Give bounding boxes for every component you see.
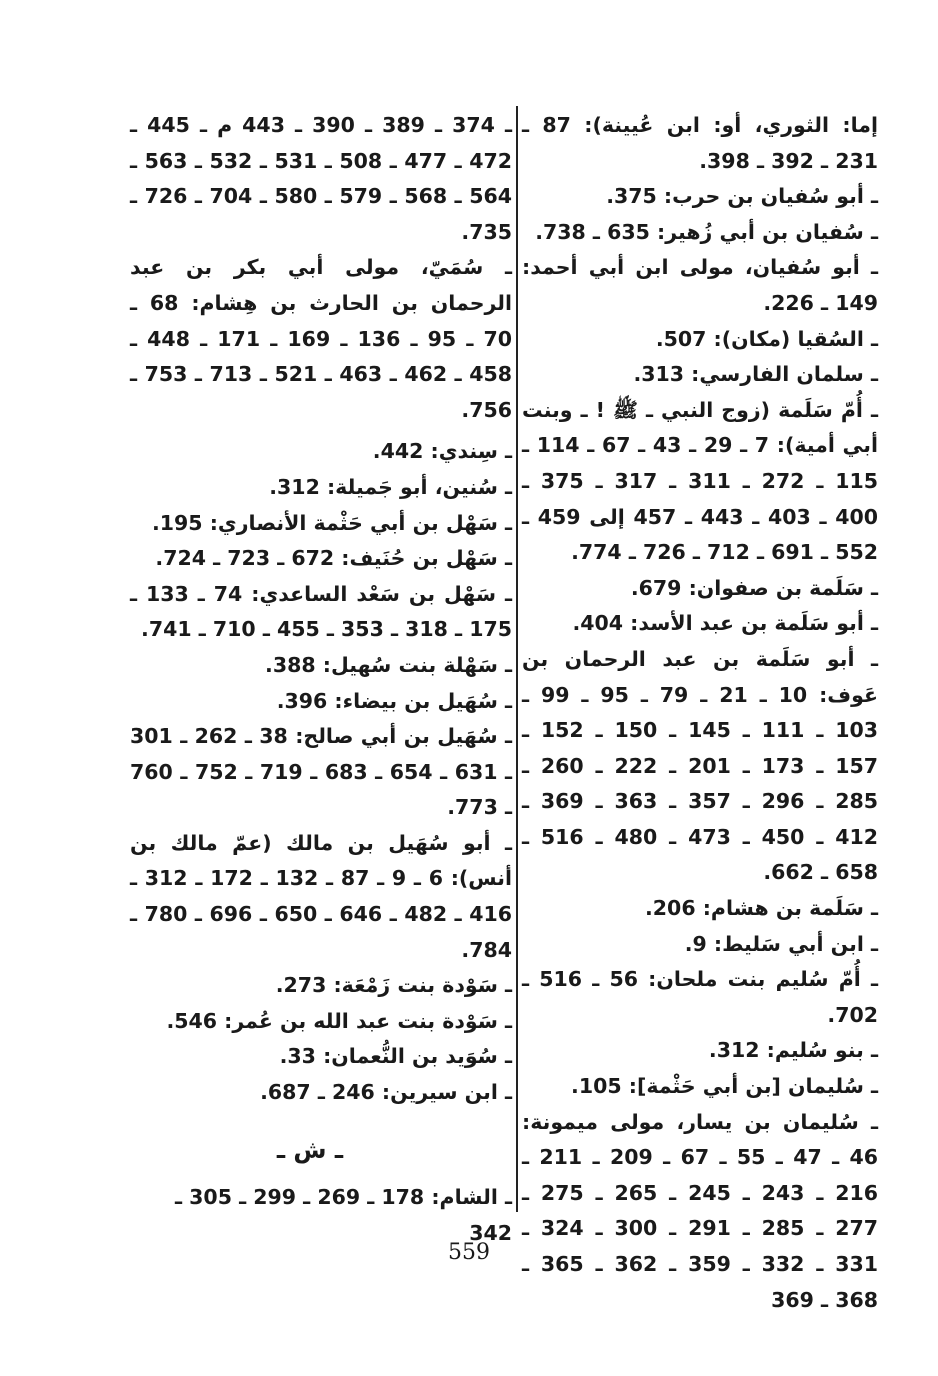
index-entry: ـ سَهْل بن سَعْد الساعدي: 74 ـ 133 ـ 175 ـ 318 ـ 353 ـ 455 ـ 710 ـ 741. [130,581,512,642]
index-entry: ـ سُليمان بن يسار، مولى ميمونة: 46 ـ 47 ـ 55 ـ 67 ـ 209 ـ 211 ـ 216 ـ 243 ـ 245 ـ 265 ـ 275 ـ 277 ـ 285 ـ 291 ـ 300 ـ 324 ـ 331 ـ 332 ـ 359 ـ 362 ـ 365 ـ 368 ـ 369 [522,1109,879,1312]
index-entry: ـ سُهَيل بن أبي صالح: 38 ـ 262 ـ 301 ـ 631 ـ 654 ـ 683 ـ 719 ـ 752 ـ 760 ـ 773. [130,724,513,820]
index-entry: ـ سَلَمة بن هشام: 206. [645,896,878,921]
section-heading: ـ ش ـ [276,1136,344,1164]
index-entry: ـ سَوْدة بنت عبد الله بن عُمر: 546. [166,1008,512,1033]
index-entry: ـ سِندي: 442. [372,439,512,464]
index-entry: ـ سَلَمة بن صفوان: 679. [630,575,878,600]
index-entry: ـ بنو سُليم: 312. [708,1038,878,1063]
index-entry: ـ سَهْلة بنت سُهيل: 388. [265,652,512,677]
index-entry: ـ سُنين، أبو جَميلة: 312. [269,474,512,499]
index-entry: ـ سلمان الفارسي: 313. [633,362,878,387]
index-entry: ـ سُوَيد بن النُّعمان: 33. [279,1044,512,1069]
index-entry: ـ ابن أبي سَليط: 9. [684,931,878,956]
index-entry: ـ أبو سُهَيل بن مالك (عمّ مالك بن أنس): 6 ـ 9 ـ 87 ـ 132 ـ 172 ـ 312 ـ 416 ـ 482 ـ 646 ـ 650 ـ 696 ـ 780 ـ 784. [130,830,513,962]
index-entry: ـ سُمَيّ، مولى أبي بكر بن عبد الرحمان بن الحارث بن هِشام: 68 ـ 70 ـ 95 ـ 136 ـ 169 ـ 171 ـ 448 ـ 458 ـ 462 ـ 463 ـ 521 ـ 713 ـ 753 ـ 756. [130,255,513,422]
index-entry: ـ سَوْدة بنت زَمْعَة: 273. [275,973,512,998]
index-entry: ـ أبو سُفيان، مولى ابن أبي أحمد: 149 ـ 226. [522,255,878,315]
index-entry: ـ السُقيا (مكان): 507. [655,326,878,351]
index-entry: ـ أبو سَلَمة بن عبد الرحمان بن عَوف: 10 ـ 21 ـ 79 ـ 95 ـ 99 ـ 103 ـ 111 ـ 145 ـ 150 ـ 152 ـ 157 ـ 173 ـ 201 ـ 222 ـ 260 ـ 285 ـ 296 ـ 357 ـ 363 ـ 369 ـ 412 ـ 450 ـ 473 ـ 480 ـ 516 ـ 658 ـ 662. [522,646,879,885]
index-entry: ـ الشام: 178 ـ 269 ـ 299 ـ 305 ـ 342 [175,1185,512,1245]
page-number: 559 [448,1240,490,1265]
index-entry: ـ سَهْل بن حُنَيف: 672 ـ 723 ـ 724. [155,546,512,571]
index-entry: ـ سُهَيل بن بيضاء: 396. [276,688,512,713]
column-divider [516,106,518,1212]
index-entry: ـ أُمّ سُليم بنت ملحان: 56 ـ 516 ـ 702. [522,967,879,1027]
index-entry: ـ 374 ـ 389 ـ 390 ـ 443 م ـ 445 ـ 472 ـ 477 ـ 508 ـ 531 ـ 532 ـ 563 ـ 564 ـ 568 ـ 579 ـ 580 ـ 704 ـ 726 ـ 735. [130,113,513,244]
index-entry: ـ سَهْل بن أبي حَثْمة الأنصاري: 195. [151,510,512,535]
index-column-right [522,108,878,1318]
index-entry: ـ سُفيان بن أبي زُهير: 635 ـ 738. [535,219,878,244]
index-entry: ـ أبو سُفيان بن حرب: 375. [606,184,878,209]
index-entry: ـ أُمّ سَلَمة (زوج النبي ـ ﷺ ! ـ وبنت أبي أمية): 7 ـ 29 ـ 43 ـ 67 ـ 114 ـ 115 ـ 272 ـ 311 ـ 317 ـ 375 ـ 400 ـ 403 ـ 443 ـ 457 إلى 459 ـ 552 ـ 691 ـ 712 ـ 726 ـ 774. [522,397,879,565]
index-column-left [130,108,512,1111]
index-entry: ـ سُليمان [بن أبي حَثْمة]: 105. [571,1074,878,1099]
index-entry: ـ أبو سَلَمة بن عبد الأسد: 404. [572,611,878,636]
index-entry: إما: الثوري، أو: ابن عُيينة): 87 ـ 231 ـ 392 ـ 398. [522,113,878,173]
index-entry: ـ ابن سيرين: 246 ـ 687. [260,1080,512,1105]
